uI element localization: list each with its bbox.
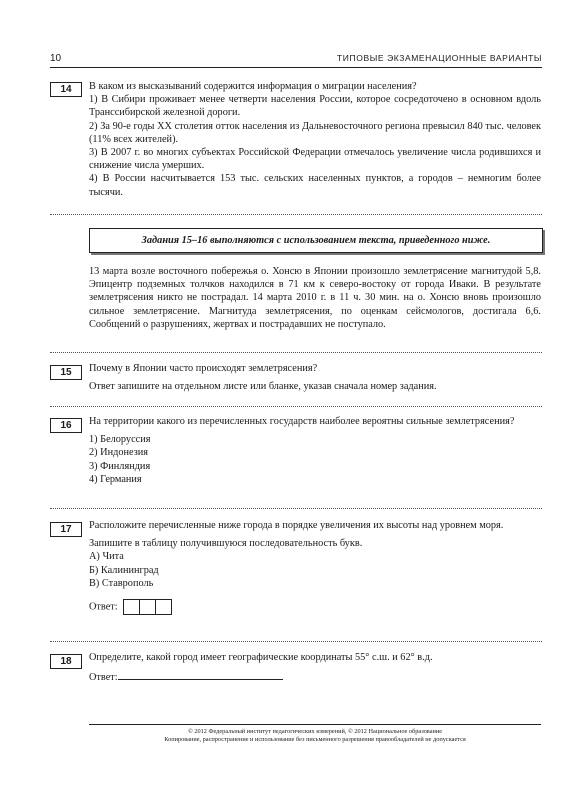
task-15 bbox=[89, 362, 541, 393]
separator bbox=[50, 508, 542, 509]
task-18-question: Определите, какой город имеет географические координаты 55° с.ш. и 62° в.д. bbox=[89, 652, 433, 663]
task-16-option-4: 4) Германия bbox=[89, 473, 142, 485]
task-14-option-3: 3) В 2007 г. во многих субъектах Российской Федерации отмечалось увеличение числа родившихся и снижение числа умерших. bbox=[89, 147, 541, 172]
passage-text: 13 марта возле восточного побережья о. Хонсю в Японии произошло землетрясение магнитудой 5,8. Эпицентр подземных толчков находился в 71 км к северо-востоку от города Иваки. В результате землетрясения никто не пострадал. 14 марта 2010 г. в 11 ч. 30 мин. на о. Хонсю вновь произошло сильное землетрясение. Магнитуда землетрясения, по оценкам сейсмологов, достигала 6,6. Сообщений о разрушениях, жертвах и пострадавших не поступало. bbox=[89, 266, 541, 330]
footer bbox=[89, 724, 541, 744]
instructions-notice: Задания 15–16 выполняются с использованием текста, приведенного ниже. bbox=[89, 228, 543, 253]
task-15-instruction: Ответ запишите на отдельном листе или бланке, указав сначала номер задания. bbox=[89, 381, 437, 393]
task-14-option-1: 1) В Сибири проживает менее четверти населения России, которое сосредоточено в основном вдоль Транссибирской железной дороги. bbox=[89, 94, 541, 119]
task-14-number: 14 bbox=[50, 82, 82, 97]
task-17 bbox=[89, 519, 541, 615]
passage bbox=[89, 265, 541, 331]
task-14-question: В каком из высказываний содержится информация о миграции населения? bbox=[89, 81, 417, 92]
task-16 bbox=[89, 415, 541, 486]
footer-notice: Копирование, распространение и использование без письменного разрешения правообладателей не допускается bbox=[164, 736, 466, 743]
task-15-question: Почему в Японии часто происходят землетрясения? bbox=[89, 363, 318, 374]
task-17-question: Расположите перечисленные ниже города в порядке увеличения их высоты над уровнем моря. bbox=[89, 520, 504, 531]
task-18-answer-row bbox=[89, 669, 541, 684]
task-17-option-b: Б) Калининград bbox=[89, 564, 159, 576]
task-18-number: 18 bbox=[50, 654, 82, 669]
task-16-number: 16 bbox=[50, 418, 82, 433]
separator bbox=[50, 406, 542, 407]
header-title: ТИПОВЫЕ ЭКЗАМЕНАЦИОННЫЕ ВАРИАНТЫ bbox=[337, 53, 542, 63]
separator bbox=[50, 214, 542, 215]
footer-copyright: © 2012 Федеральный институт педагогических измерений, © 2012 Национальное образование bbox=[187, 728, 443, 735]
task-14-option-4: 4) В России насчитывается 153 тыс. сельских населенных пунктов, а городов – немногим более тысячи. bbox=[89, 173, 541, 198]
task-17-answer-label: Ответ: bbox=[89, 601, 118, 613]
task-14 bbox=[89, 80, 541, 199]
task-18-answer-label: Ответ: bbox=[89, 672, 118, 684]
task-16-option-2: 2) Индонезия bbox=[89, 447, 149, 459]
task-14-option-2: 2) За 90-е годы ХХ столетия отток населения из Дальневосточного региона превысил 840 тыс. человек (11% всех жителей). bbox=[89, 120, 541, 145]
task-15-number: 15 bbox=[50, 365, 82, 380]
task-18 bbox=[89, 651, 541, 684]
task-17-instruction: Запишите в таблицу получившуюся последовательность букв. bbox=[89, 538, 363, 550]
answer-cell-3[interactable] bbox=[155, 599, 172, 615]
separator bbox=[50, 641, 542, 642]
task-17-answer-row bbox=[89, 599, 541, 615]
task-16-question: На территории какого из перечисленных государств наиболее вероятны сильные землетрясения? bbox=[89, 416, 515, 427]
task-17-option-c: В) Ставрополь bbox=[89, 577, 154, 589]
answer-cell-2[interactable] bbox=[139, 599, 156, 615]
answer-cell-1[interactable] bbox=[123, 599, 140, 615]
page-number: 10 bbox=[50, 53, 62, 64]
task-17-option-a: А) Чита bbox=[89, 551, 124, 563]
answer-line[interactable] bbox=[118, 669, 283, 680]
task-16-option-3: 3) Финляндия bbox=[89, 460, 151, 472]
separator bbox=[50, 352, 542, 353]
page-header bbox=[50, 53, 542, 68]
task-17-number: 17 bbox=[50, 522, 82, 537]
task-16-option-1: 1) Белоруссия bbox=[89, 434, 151, 446]
